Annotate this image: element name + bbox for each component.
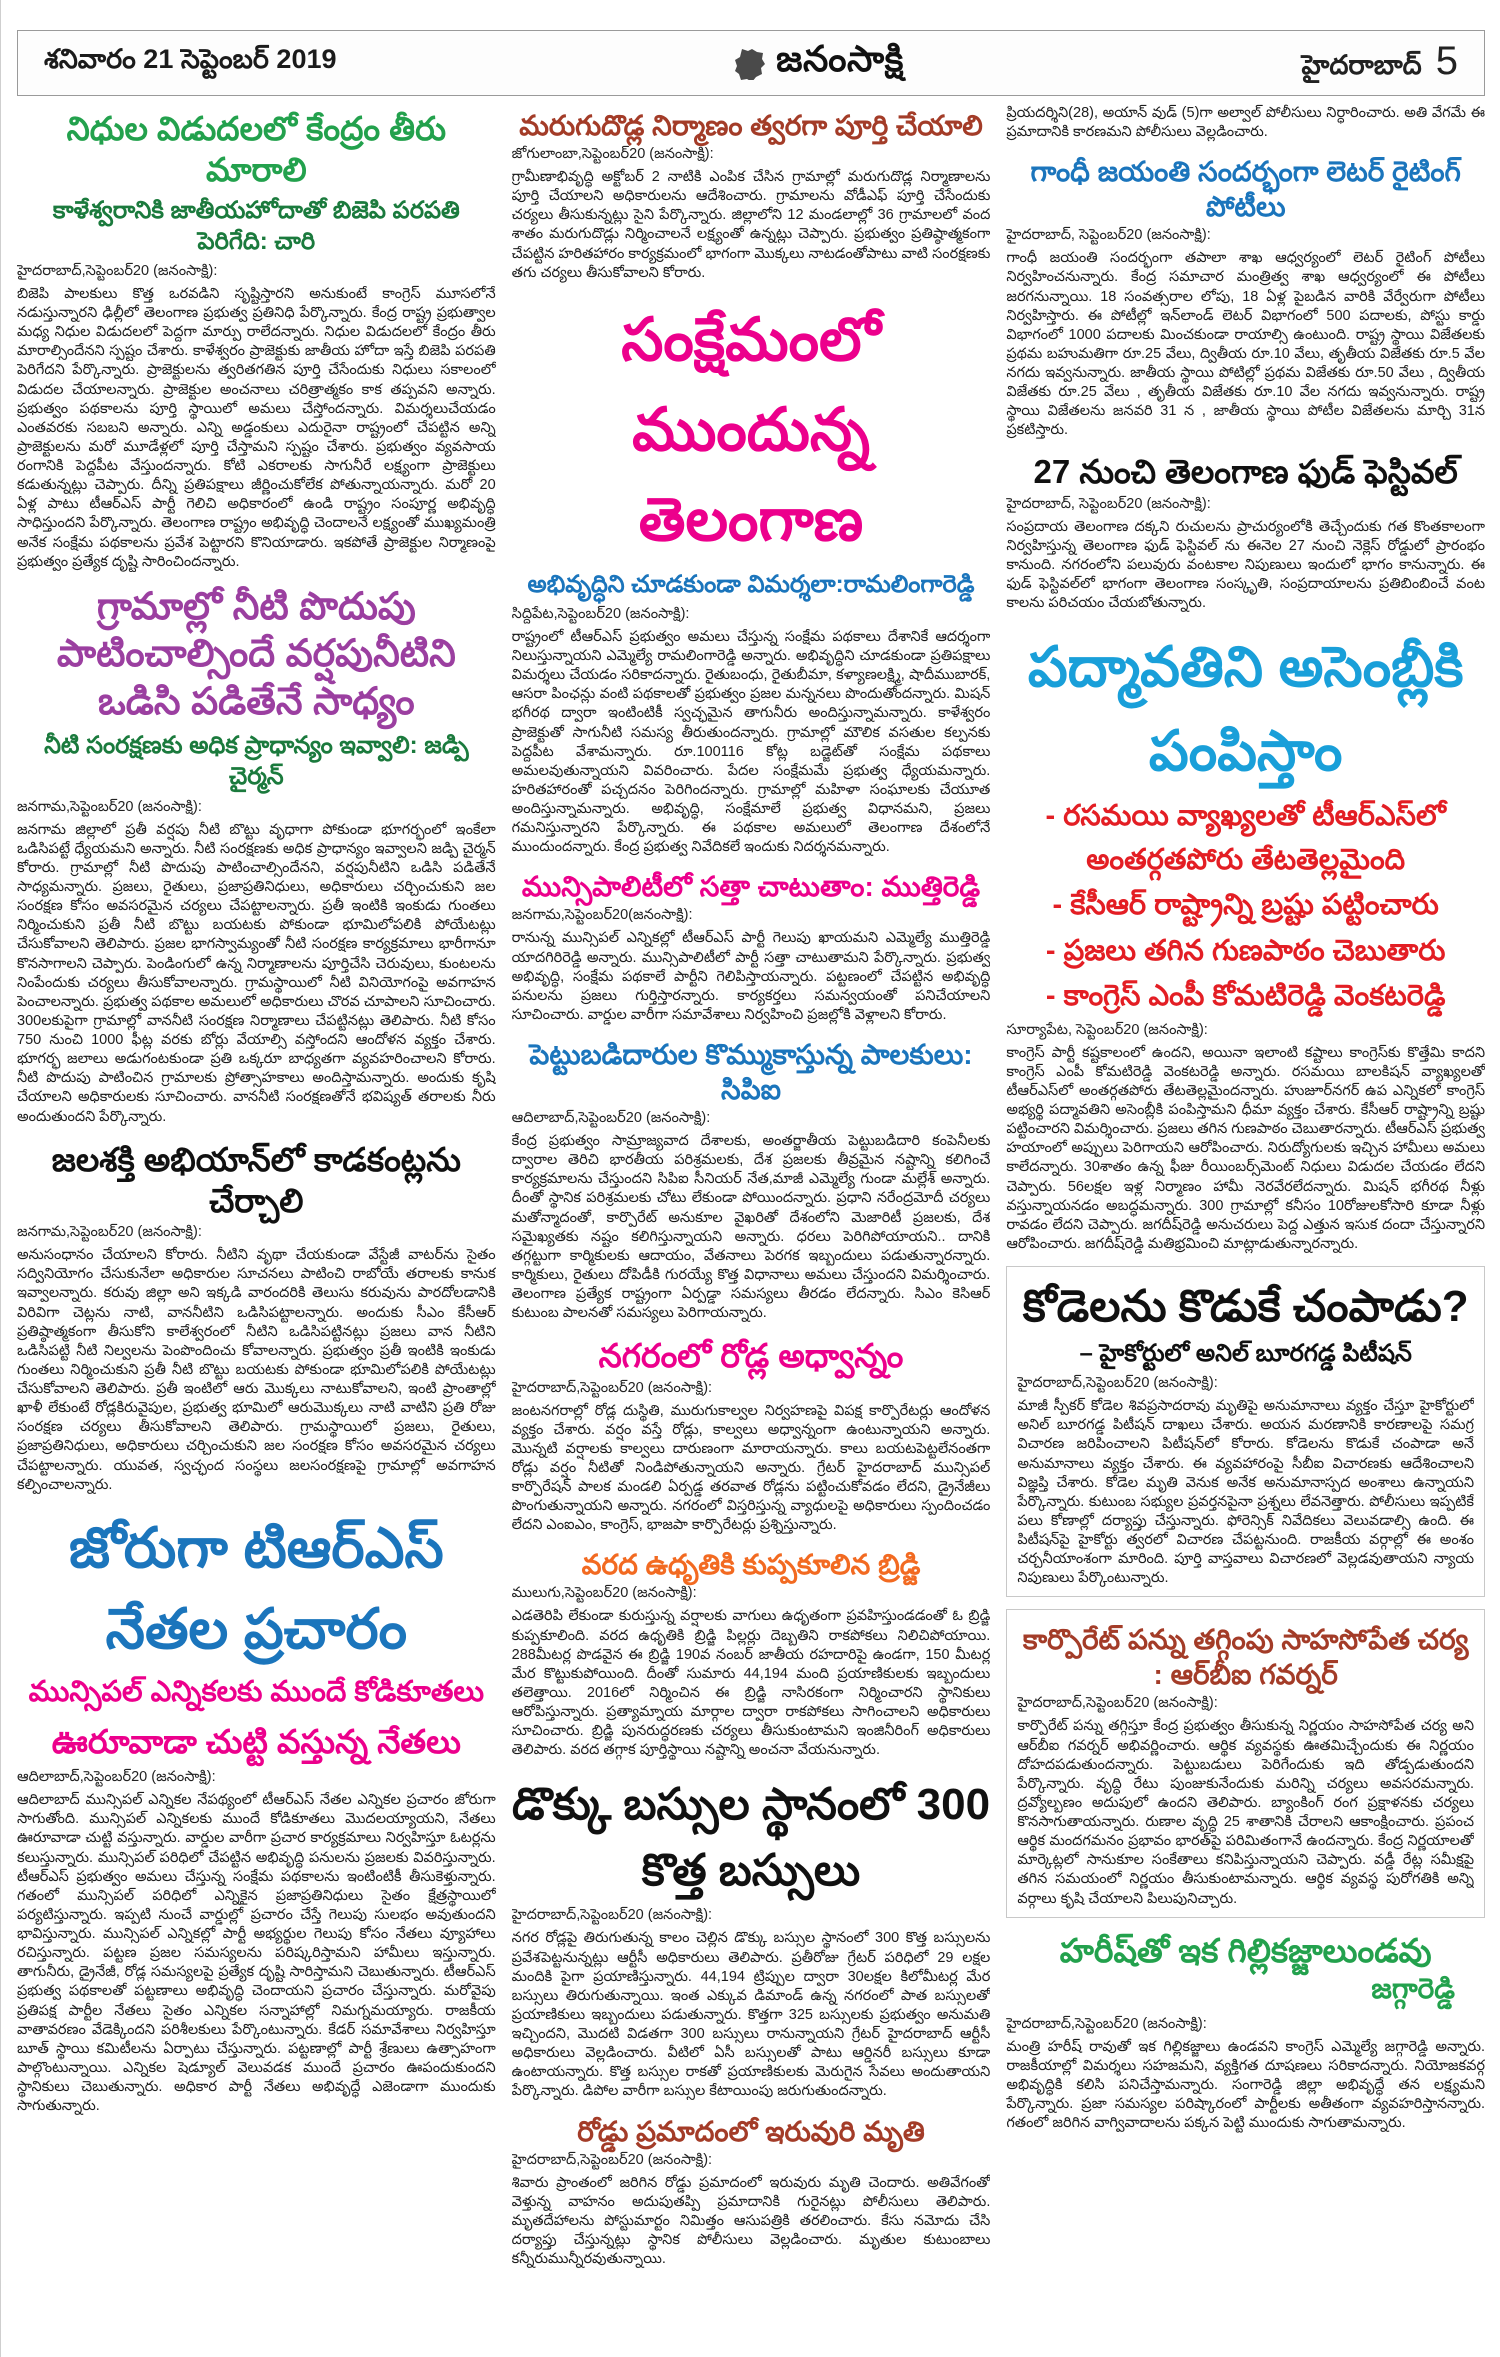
article-headline: నిధుల విడుదలలో కేంద్రం తీరు మారాలి: [66, 110, 447, 189]
article-body: కాంగ్రెస్ పార్టీ కష్టకాలంలో ఉందని, అయినా ఇలాంటి కష్టాలు కాంగ్రెస్‌కు కొత్తేమి కాదని కాంగ్రెస్ ఎంపీ కోమటిరెడ్డి వెంకటరెడ్డి అన్నారు. రసమయి బాలకిషన్ వ్యాఖ్యలతో టీఆర్ఎస్‌లో అంతర్గతపోరు తేటతెల్లమైందన్నారు. హుజూర్‌నగర్ ఉప ఎన్నికలో కాంగ్రెస్ అభ్యర్థి పద్మావతిని అసెంబ్లీకి పంపిస్తామని ధీమా వ్యక్తం చేశారు. కేసీఆర్ రాష్ట్రాన్ని బ్రష్టు పట్టించారని విమర్శించారు. ప్రజలు తగిన గుణపాఠం చెబుతారన్నారు. టీఆర్ఎస్ ప్రభుత్వ హయాంలో అప్పులు పెరిగాయని ఆరోపించారు. నిరుద్యోగులకు ఇచ్చిన హామీలు అమలు కాలేదన్నారు. 30శాతం ఉన్న ఫీజు రీయింబర్స్‌మెంట్ నిధులు విడుదల చేయడం లేదని చెప్పారు. 56లక్షల ఇళ్ల నిర్మాణం హామీ నెరవేరలేదన్నారు. మిషన్ భగీరథ నీళ్లు వస్తున్నాయనడం అబద్ధమన్నారు. 300 గ్రామాల్లో కనీసం 10రోజులకోసారి కూడా నీళ్లు రావడం లేదని చెప్పారు. జగదీష్‌రెడ్డి అనుచరులు పెద్ద ఎత్తున ఇసుక దందా చేస్తున్నారని ఆరోపించారు. జగదీష్‌రెడ్డి మతిభ్రమించి మాట్లాడుతున్నారన్నారు.: [1006, 1044, 1486, 1252]
article-body: ఎడతెరిపి లేకుండా కురుస్తున్న వర్షాలకు వాగులు ఉధృతంగా ప్రవహిస్తుండడంతో ఓ బ్రిడ్జి కుప్పకూలింది. వరద ఉధృతికి బ్రిడ్జి పిల్లర్లు దెబ్బతిని రాకపోకలు నిలిచిపోయాయి. 288మీటర్ల పొడవైన ఈ బ్రిడ్జి 190వ నంబర్ జాతీయ రహదారిపై ఉండగా, 150 మీటర్ల మేర కొట్టుకుపోయింది. దీంతో సుమారు 44,194 మంది ప్రయాణికులకు ఇబ్బందులు తలెత్తాయి. 2016లో నిర్మించిన ఈ బ్రిడ్జి నాసిరకంగా నిర్మించారని స్థానికులు ఆరోపిస్తున్నారు. ప్రత్యామ్నాయ మార్గాల ద్వారా రాకపోకలు సాగించాలని అధికారులు సూచించారు. బ్రిడ్జి పునరుద్ధరణకు చర్యలు తీసుకుంటామని ఇంజినీరింగ్ అధికారులు తెలిపారు. వరద తగ్గాక పూర్తిస్థాయి నష్టాన్ని అంచనా వేయనున్నారు.: [511, 1608, 991, 1759]
article-dateline: ఆదిలాబాద్,సెప్టెంబర్20 (జనంసాక్షి):: [511, 1110, 711, 1127]
article-subhead: నీటి సంరక్షణకు అధిక ప్రాధాన్యం ఇవ్వాలి: జడ్పి చైర్మన్: [44, 732, 469, 791]
article-headline: వరద ఉధృతికి కుప్పకూలిన బ్రిడ్జి: [581, 1549, 921, 1581]
article-harish-jaggareddy: [1006, 1930, 1485, 2134]
article-body: నగర రోడ్లపై తిరుగుతున్న కాలం చెల్లిన డొక్కు బస్సుల స్థానంలో 300 కొత్త బస్సులను ప్రవేశపెట్టనున్నట్లు ఆర్టీసీ అధికారులు తెలిపారు. ప్రతీరోజు గ్రేటర్ పరిధిలో 29 లక్షల మందికి పైగా ప్రయాణిస్తున్నారు. 44,194 ట్రిప్పుల ద్వారా 30లక్షల కిలోమీటర్ల మేర బస్సులు తిరుగుతున్నాయి. ఇంత ఎక్కువ డిమాండ్ ఉన్న నగరంలో పాత బస్సులతో ప్రయాణికులు ఇబ్బందులు పడుతున్నారు. కొత్తగా 325 బస్సులకు ప్రభుత్వం అనుమతి ఇచ్చిందని, మొదటి విడతగా 300 బస్సులు రానున్నాయని గ్రేటర్ హైదరాబాద్ ఆర్టీసీ అధికారులు వెల్లడించారు. వీటిలో ఏసీ బస్సులతో పాటు ఆర్డినరీ బస్సులు కూడా ఉంటాయన్నారు. కొత్త బస్సుల రాకతో ప్రయాణికులకు మెరుగైన సేవలు అందుతాయని పేర్కొన్నారు. డిపోల వారీగా బస్సుల కేటాయింపు జరుగుతుందన్నారు.: [511, 1930, 991, 2100]
article-corporate-tax: [1006, 1609, 1485, 1917]
article-kicker: ఊరూవాడా చుట్టి వస్తున్న నేతలు: [51, 1722, 461, 1760]
article-subhead: కాళేశ్వరానికి జాతీయహోదాతో బిజెపి పరపతి పెరిగేది: చారి: [52, 196, 460, 255]
article-body: మాజీ స్పీకర్ కోడెల శివప్రసాదరావు మృతిపై అనుమానాలు వ్యక్తం చేస్తూ హైకోర్టులో అనిల్ బూరగడ్డ పిటీషన్ దాఖలు చేశారు. అయన మరణానికి కారణాలపై సమగ్ర విచారణ జరిపించాలని పిటీషన్‌లో కోరారు. కోడెలను కొడుకే చంపాడా అనే అనుమానాలు వ్యక్తం చేశారు. ఈ వ్యవహారంపై సీబీఐ విచారణకు ఆదేశించాలని విజ్ఞప్తి చేశారు. కోడెల మృతి వెనుక అనేక అనుమానాస్పద అంశాలు ఉన్నాయని పేర్కొన్నారు. కుటుంబ సభ్యుల ప్రవర్తనపైనా ప్రశ్నలు లేవనెత్తారు. పోలీసులు ఇప్పటికే పలు కోణాల్లో దర్యాప్తు చేస్తున్నారు. ఫోరెన్సిక్ నివేదికలు వెలువడాల్సి ఉంది. ఈ పిటీషన్‌పై హైకోర్టు త్వరలో విచారణ చేపట్టనుంది. రాజకీయ వర్గాల్లో ఈ అంశం చర్చనీయాంశంగా మారింది. పూర్తి వాస్తవాలు విచారణలో వెల్లడవుతాయని న్యాయ నిపుణులు పేర్కొంటున్నారు.: [1017, 1398, 1475, 1587]
article-headline: జోరుగా టిఆర్‌ఎస్ నేతల ప్రచారం: [68, 1515, 444, 1660]
masthead: [734, 38, 904, 89]
article-headline: గాంధీ జయంతి సందర్భంగా లెటర్ రైటింగ్ పోటీలు: [1030, 156, 1461, 223]
article-dateline: జనగామ,సెప్టెంబర్20 (జనంసాక్షి):: [17, 798, 202, 815]
article-dateline: హైదరాబాద్,సెప్టెంబర్20 (జనంసాక్షి):: [17, 262, 218, 279]
article-body: జంటనగరాల్లో రోడ్ల దుస్థితి, మురుగుకాల్వల నిర్వహణపై విపక్ష కార్పొరేటర్లు ఆందోళన వ్యక్తం చేశారు. వర్షం వస్తే రోడ్లు, కాల్వలు అధ్వాన్నంగా ఉంటున్నాయని అన్నారు. మొన్నటి వర్షాలకు కాల్వలు దారుణంగా మారాయన్నారు. కాలు బయటపెట్టలేనంతగా రోడ్లు వర్షం నీటితో నిండిపోతున్నాయని అన్నారు. గ్రేటర్ హైదరాబాద్ మున్సిపల్ కార్పొరేషన్ పాలక మండలి ఏర్పడ్డ తరవాత రోడ్లను పట్టించుకోవడం లేదని, డ్రైనేజీలు పొంగుతున్నాయని అన్నారు. నగరంలో విస్తరిస్తున్న వ్యాధులపై అధికారులు స్పందించడం లేదని ఎంఐఎం, కాంగ్రెస్, భాజపా కార్పొరేటర్లు ప్రశ్నిస్తున్నారు.: [511, 1402, 991, 1534]
column-middle: [512, 104, 991, 2340]
page-number: 5: [1435, 38, 1458, 83]
article-headline: గ్రామాల్లో నీటి పొదుపు పాటించాల్సిందే వర్షపునీటిని ఒడిసి పడితేనే సాధ్యం: [56, 585, 456, 723]
article-headline: మున్సిపాలిటీలో సత్తా చాటుతాం: ముత్తిరెడ్డి: [521, 871, 981, 903]
article-headline: మరుగుదొడ్ల నిర్మాణం త్వరగా పూర్తి చేయాలి: [519, 110, 983, 141]
article-water-saving: [17, 584, 496, 1127]
article-body: బిజెపి పాలకులు కొత్త ఒరవడిని సృష్టిస్తారని అనుకుంటే కాంగ్రెస్ మూసలోనే నడుస్తున్నారని ఢిల్లీలో తెలంగాణ ప్రభుత్వ ప్రతినిధి పేర్కొన్నారు. కేంద్ర రాష్ట్ర ప్రభుత్వాల మధ్య నిధుల విడుదలలో పెద్దగా మార్పు రాలేదన్నారు. నిధుల విడుదలలో కేంద్రం తీరు మారాల్సిందేనని స్పష్టం చేశారు. కాళేశ్వరం ప్రాజెక్టుకు జాతీయ హోదా ఇస్తే బిజెపి పరపతి పెరిగేదని పేర్కొన్నారు. ప్రాజెక్టులను త్వరితగతిన పూర్తి చేసేందుకు నిధులు సకాలంలో విడుదల చేయాలన్నారు. ప్రాజెక్టుల అంచనాలు చరిత్రాత్మకం కాక తప్పవని అన్నారు. ప్రభుత్వం పథకాలను పూర్తి స్థాయిలో అమలు చేస్తోందన్నారు. విమర్శలుచేయడం ఎంతవరకు సబబని అన్నారు. ఎన్ని అడ్డంకులు ఎదురైనా రాష్ట్రంలో చేపట్టిన అన్ని ప్రాజెక్టులను మరో మూడేళ్లలో పూర్తి చేస్తామని స్పష్టం చేశారు. ప్రభుత్వం వ్యవసాయ రంగానికి పెద్దపీట వేస్తుందన్నారు. కోటి ఎకరాలకు సాగునీరే లక్ష్యంగా ప్రాజెక్టులు కడుతున్నట్లు చెప్పారు. దీన్ని ప్రతిపక్షాలు జీర్ణించుకోలేక పోతున్నాయన్నారు. మరో 20 ఏళ్ల పాటు టీఆర్ఎస్ పార్టీ గెలిచి అధికారంలో ఉండి రాష్ట్రం సంపూర్ణ అభివృద్ధి సాధిస్తుందని పేర్కొన్నారు. తెలంగాణ రాష్ట్రం అభివృద్ధి చెందాలనే లక్ష్యంతో ముఖ్యమంత్రి అనేక సంక్షేమ పథకాలను ప్రవేశ పెట్టారని కొనియాడారు. ఇకపోతే ప్రాజెక్టుల నిర్మాణంపై ప్రభుత్వం ప్రత్యేక దృష్టి సారించిందన్నారు.: [17, 285, 496, 570]
article-headline: కోడెలను కొడుకే చంపాడు?: [1022, 1282, 1469, 1331]
article-byline: జగ్గారెడ్డి: [1371, 1972, 1456, 2004]
article-subhead: – హైకోర్టులో అనిల్ బూరగడ్డ పిటీషన్: [1079, 1340, 1412, 1367]
article-padmavati-assembly: [1006, 625, 1485, 1254]
article-road-accident: [512, 2114, 991, 2270]
article-body: రానున్న మున్సిపల్ ఎన్నికల్లో టీఆర్ఎస్ పార్టీ గెలుపు ఖాయమని ఎమ్మెల్యే ముత్తిరెడ్డి యాదగిరిరెడ్డి అన్నారు. మున్సిపాలిటీలో పార్టీ సత్తా చాటుతామని పేర్కొన్నారు. ప్రభుత్వ అభివృద్ధి, సంక్షేమ పథకాలే పార్టీని గెలిపిస్తాయన్నారు. పట్టణంలో చేపట్టిన అభివృద్ధి పనులను ప్రజలు గుర్తిస్తారన్నారు. కార్యకర్తలు సమన్వయంతో పనిచేయాలని సూచించారు. వార్డుల వారీగా సమావేశాలు నిర్వహించి ప్రజల్లోకి వెళ్లాలని కోరారు.: [511, 930, 991, 1023]
article-headline: జలశక్తి అభియాన్‌లో కాడకంట్లను చేర్చాలి: [51, 1140, 461, 1219]
article-bridge-collapse: [512, 1547, 991, 1760]
article-body: సంప్రదాయ తెలంగాణ దక్కని రుచులను ప్రాచుర్యంలోకి తెచ్చేందుకు గత కొంతకాలంగా నిర్వహిస్తున్న తెలంగాణ ఫుడ్ ఫెస్టివల్ ను ఈనెల 27 నుంచి నెక్లెస్ రోడ్డులో ప్రారంభం కానుంది. నగరంలోని పలువురు వంటకాల నిపుణులు ఇందులో భాగం కానున్నారు. ఈ ఫుడ్ ఫెస్టివల్‌లో భాగంగా తెలంగాణ సంస్కృతి, సంప్రదాయాలను ప్రతిబింబించే వంట కాలను పరిచయం చేయబోతున్నారు.: [1006, 518, 1486, 611]
article-headline: 27 నుంచి తెలంగాణ ఫుడ్ ఫెస్టివల్: [1033, 453, 1458, 491]
article-dateline: సిద్దిపేట,సెప్టెంబర్20 (జనంసాక్షి):: [511, 605, 690, 622]
city-page: [1301, 39, 1458, 88]
article-dateline: హైదరాబాద్,సెప్టెంబర్20 (జనంసాక్షి):: [511, 1907, 713, 1924]
article-dateline: హైదరాబాద్,సెప్టెంబర్20 (జనంసాక్షి):: [1017, 1375, 1218, 1392]
article-headline: కార్పొరేట్ పన్ను తగ్గింపు సాహసోపేత చర్య : ఆర్‌బీఐ గవర్నర్: [1022, 1624, 1469, 1691]
article-letter-writing: [1006, 154, 1485, 439]
column-left: [17, 104, 496, 2340]
article-kicker: మున్సిపల్ ఎన్నికలకు ముందే కోడికూతలు: [28, 1676, 484, 1709]
issue-date: శనివారం 21 సెప్టెంబర్ 2019: [44, 44, 337, 74]
article-welfare-telangana: [512, 295, 991, 858]
article-dateline: హైదరాబాద్,సెప్టెంబర్20 (జనంసాక్షి):: [1006, 2015, 1207, 2032]
article-body: శివారు ప్రాంతంలో జరిగిన రోడ్డు ప్రమాదంలో ఇరువురు మృతి చెందారు. అతివేగంతో వెళ్తున్న వాహనం అదుపుతప్పి ప్రమాదానికి గురైనట్లు పోలీసులు తెలిపారు. మృతదేహాలను పోస్టుమార్టం నిమిత్తం ఆసుపత్రికి తరలించారు. కేసు నమోదు చేసి దర్యాప్తు చేస్తున్నట్లు స్థానిక పోలీసులు వెల్లడించారు. మృతుల కుటుంబాలు కన్నీరుమున్నీరవుతున్నాయి.: [511, 2174, 991, 2268]
article-kicker: - కాంగ్రెస్ ఎంపీ కోమటిరెడ్డి వెంకటరెడ్డి: [1045, 980, 1446, 1013]
article-body: మంత్రి హరీష్ రావుతో ఇక గిల్లికజ్జాలు ఉండవని కాంగ్రెస్ ఎమ్మెల్యే జగ్గారెడ్డి అన్నారు. రాజకీయాల్లో విమర్శలు సహజమని, వ్యక్తిగత దూషణలు సరికాదన్నారు. నియోజకవర్గ అభివృద్ధికి కలిసి పనిచేస్తామన్నారు. సంగారెడ్డి జిల్లా అభివృద్ధే తన లక్ష్యమని పేర్కొన్నారు. ప్రజా సమస్యల పరిష్కారంలో పార్టీలకు అతీతంగా వ్యవహరిస్తానన్నారు. గతంలో జరిగిన వాగ్వివాదాలను పక్కన పెట్టి ముందుకు సాగుతామన్నారు.: [1006, 2038, 1486, 2132]
article-kodela-petition: [1006, 1266, 1485, 1597]
article-dateline: హైదరాబాద్,సెప్టెంబర్20 (జనంసాక్షి):: [1017, 1695, 1218, 1712]
article-body: జనగామ జిల్లాలో ప్రతీ వర్షపు నీటి బొట్టు వృధాగా పోకుండా భూగర్భంలో ఇంకేలా ఒడిసిపట్టే ధ్యేయమని అన్నారు. నీటి సంరక్షణకు అధిక ప్రాధాన్యం ఇవ్వాలని జడ్పి చైర్మన్ కోరారు. గ్రామాల్లో నీటి పొదుపు పాటించాల్సిందేనని, వర్షపునీటిని ఒడిసి పడితేనే సాధ్యమన్నారు. ప్రజలు, రైతులు, ప్రజాప్రతినిధులు, అధికారులు చర్చించుకుని జల సంరక్షణ కోసం అవసరమైన చర్యలు చేపట్టాలన్నారు. ప్రతీ ఇంటికి ఇంకుడు గుంతలు నిర్మించుకుని ప్రతీ నీటి బొట్టు బయటకు పోకుండా భూమిలోపలికి పోయేటట్లు చేసుకోవాలని తెలిపారు. ప్రజల భాగస్వామ్యంతో నీటి సంరక్షణ కార్యక్రమాలు భారీగానూ కొనసాగాలని చెప్పారు. పెండింగులో ఉన్న నిర్మాణాలను పూర్తిచేసి చెరువులు, కుంటలను నింపేందుకు చర్యలు తీసుకోవాలన్నారు. గ్రామస్థాయిలో నీటి వినియోగంపై అవగాహన పెంచాలన్నారు. ప్రభుత్వ పథకాల అమలులో అధికారులు చొరవ చూపాలని సూచించారు. 300లకుపైగా గ్రామాల్లో వాననీటి సంరక్షణ నిర్మాణాలు చేపట్టినట్లు తెలిపారు. నీటి కోసం 750 నుంచి 1000 ఫీట్ల వరకు బోర్లు వేయాల్సి వస్తోందని ఆందోళన వ్యక్తం చేశారు. భూగర్భ జలాలు అడుగంటకుండా ప్రతి ఒక్కరూ బాధ్యతగా వ్యవహరించాలని కోరారు. నీటి పొదుపు పాటించిన గ్రామాలకు ప్రోత్సాహకాలు అందిస్తామన్నారు. అందుకు కృషి చేయాలని అధికారులకు సూచించారు. వాననీటి సంరక్షణతోనే భవిష్యత్ తరాలకు నీరు అందుతుందని పేర్కొన్నారు.: [17, 821, 496, 1125]
article-food-festival: [1006, 451, 1485, 613]
article-kicker: - ప్రజలు తగిన గుణపాఠం చెబుతారు: [1045, 934, 1446, 967]
article-body: కార్పొరేట్ పన్ను తగ్గిస్తూ కేంద్ర ప్రభుత్వం తీసుకున్న నిర్ణయం సాహసోపేత చర్య అని ఆర్‌బీఐ గవర్నర్ అభివర్ణించారు. ఆర్థిక వ్యవస్థకు ఊతమిచ్చేందుకు ఈ నిర్ణయం దోహదపడుతుందన్నారు. పెట్టుబడులు పెరిగేందుకు ఇది తోడ్పడుతుందని పేర్కొన్నారు. వృద్ధి రేటు పుంజుకునేందుకు మరిన్ని చర్యలు అవసరమన్నారు. ద్రవ్యోల్బణం అదుపులో ఉందని తెలిపారు. బ్యాంకింగ్ రంగ ప్రక్షాళనకు చర్యలు కొనసాగుతాయన్నారు. రుణాల వృద్ధి 25 శాతానికి చేరాలని ఆకాంక్షించారు. ప్రపంచ ఆర్థిక మందగమనం ప్రభావం భారత్‌పై పరిమితంగానే ఉందన్నారు. కేంద్ర నిర్ణయాలతో మార్కెట్లలో సానుకూల సంకేతాలు కనిపిస్తున్నాయని చెప్పారు. వడ్డీ రేట్ల సమీక్షపై తగిన సమయంలో నిర్ణయం తీసుకుంటామన్నారు. ఆర్థిక వ్యవస్థ పురోగతికి అన్ని వర్గాలు కృషి చేయాలని పిలుపునిచ్చారు.: [1017, 1718, 1475, 1907]
article-toilets: [512, 108, 991, 283]
article-dateline: హైదరాబాద్,సెప్టెంబర్20 (జనంసాక్షి):: [511, 1379, 713, 1396]
telangana-map-icon: [734, 46, 768, 80]
article-headline: సంక్షేమంలో ముందున్న తెలంగాణ: [621, 305, 881, 553]
article-headline: పద్మావతిని అసెంబ్లీకి పంపిస్తాం: [1027, 635, 1464, 783]
article-subhead: అభివృద్ధిని చూడకుండా విమర్శలా:రామలింగారెడ్డి: [527, 570, 975, 598]
article-body: ప్రియదర్శిని(28), అయాన్ వుడ్ (5)గా అల్వాల్ పోలీసులు నిర్ధారించారు. అతి వేగమే ఈ ప్రమాదానికి కారణమని పోలీసులు వెల్లడించారు.: [1006, 105, 1486, 141]
article-new-buses: [512, 1772, 991, 2101]
article-dateline: జనగామ,సెప్టెంబర్20 (జనంసాక్షి):: [17, 1224, 202, 1241]
article-kicker: - కేసీఆర్ రాష్ట్రాన్ని బ్రష్టు పట్టించారు: [1052, 889, 1439, 922]
article-headline: రోడ్డు ప్రమాదంలో ఇరువురి మృతి: [577, 2115, 925, 2147]
article-dateline: జోగులాంబా,సెప్టెంబర్20 (జనంసాక్షి):: [511, 146, 714, 162]
article-body: కేంద్ర ప్రభుత్వం సామ్రాజ్యవాద దేశాలకు, అంతర్జాతీయ పెట్టుబడిదారి కంపెనీలకు ద్వారాల తెరిచి భారతీయ పరిశ్రమలకు, దేశ ప్రజలకు తీవ్రమైన నష్టాన్ని కలిగించే కార్యక్రమాలను చేస్తుందని సిపిఐ సీనియర్ నేత,మాజీ ఎమ్మెల్యే గుండా మల్లేశ్ అన్నారు. దీంతో స్థానిక పరిశ్రమలకు చోటు లేకుండా పోయిందన్నారు. ప్రధాని నరేంద్రమోదీ చర్యలు మతోన్మాదంతో, కార్పొరేట్ అనుకూల వైఖరితో దేశంలోని మెజారిటీ ప్రజలకు, దేశ సమైఖ్యతకు నష్టం కలిగిస్తున్నాయని అన్నారు. ధరలు పెరిగిపోయాయని.. దానికి తగ్గట్టుగా కార్మికులకు ఆదాయం, వేతనాలు పెరగక ఇబ్బందులు పడుతున్నారన్నారు. కార్మికులు, రైతులు దోపిడీకి గురయ్యే కొత్త విధానాలు అమలు చేస్తుందని విమర్శించారు. తెలంగాణ ప్రత్యేక రాష్ట్రంగా ఏర్పడ్డా సమస్యలు తీరడం లేదన్నారు. సిఎం కెసిఆర్ కుటుంబ పాలనతో సమస్యలు పెరిగాయన్నారు.: [511, 1133, 991, 1322]
article-body: ఆదిలాబాద్ మున్సిపల్ ఎన్నికల నేపథ్యంలో టీఆర్ఎస్ నేతల ఎన్నికల ప్రచారం జోరుగా సాగుతోంది. మున్సిపల్ ఎన్నికలకు ముందే కోడికూతలు మొదలయ్యాయని, నేతలు ఊరూవాడా చుట్టి వస్తున్నారు. వార్డుల వారీగా ప్రచార కార్యక్రమాలు నిర్వహిస్తూ ఓటర్లను కలుస్తున్నారు. మున్సిపల్ పరిధిలో చేపట్టిన అభివృద్ధి పనులను ప్రజలకు వివరిస్తున్నారు. టీఆర్ఎస్ ప్రభుత్వం అమలు చేస్తున్న సంక్షేమ పథకాలను ఇంటింటికీ తీసుకెళ్తున్నారు. గతంలో మున్సిపల్ పరిధిలో ఎన్నికైన ప్రజాప్రతినిధులు సైతం క్షేత్రస్థాయిలో పర్యటిస్తున్నారు. ఇప్పటి నుంచే వార్డుల్లో ప్రచారం చేస్తే గెలుపు సులభం అవుతుందని భావిస్తున్నారు. మున్సిపల్ ఎన్నికల్లో పార్టీ అభ్యర్థుల గెలుపు కోసం నేతలు వ్యూహాలు రచిస్తున్నారు. పట్టణ ప్రజల సమస్యలను పరిష్కరిస్తామని హామీలు ఇస్తున్నారు. తాగునీరు, డ్రైనేజీ, రోడ్ల సమస్యలపై ప్రత్యేక దృష్టి సారిస్తామని చెబుతున్నారు. టీఆర్ఎస్ ప్రభుత్వ పథకాలతో పట్టణాలు అభివృద్ధి చెందాయని ప్రచారం చేస్తున్నారు. మరోవైపు ప్రతిపక్ష పార్టీల నేతలు సైతం ఎన్నికల సన్నాహాల్లో నిమగ్నమయ్యారు. రాజకీయ వాతావరణం వేడెక్కిందని పరిశీలకులు పేర్కొంటున్నారు. కేడర్ సమావేశాలు నిర్వహిస్తూ బూత్ స్థాయి కమిటీలను ఏర్పాటు చేస్తున్నారు. పట్టణాల్లో పార్టీ శ్రేణులు ఉత్సాహంగా పాల్గొంటున్నాయి. ఎన్నికల షెడ్యూల్ వెలువడక ముందే ప్రచారం ఊపందుకుందని స్థానికులు చెబుతున్నారు. అధికార పార్టీ నేతలు అభివృద్ధే ఎజెండాగా ముందుకు సాగుతున్నారు.: [17, 1792, 496, 2115]
article-continuation: [1006, 104, 1485, 142]
article-municipality-muttireddy: [512, 869, 991, 1025]
content-columns: [1, 100, 1500, 2340]
article-jalshakti: [17, 1139, 496, 1495]
article-funds-release: [17, 108, 496, 572]
article-body: గ్రామీణాభివృద్ధి అక్టోబర్ 2 నాటికి ఎంపిక చేసిన గ్రామాల్లో మరుగుదొడ్ల నిర్మాణాలను పూర్తి చేయాలని అధికారులను ఆదేశించారు. గ్రామాలను వోడీఎఫ్ పూర్తి చేసేందుకు చర్యలు తీసుకున్నట్లు సైని పేర్కొన్నారు. జిల్లాలోని 12 మండలాల్లో 36 గ్రామాలలో వంద శాతం మరుగుదొడ్లు నిర్మించాలనే లక్ష్యంతో ఉన్నట్లు చెప్పారు. ప్రభుత్వం ప్రతిష్ఠాత్మకంగా చేపట్టిన హరితహారం కార్యక్రమంలో భాగంగా మొక్కలు నాటడంతోపాటు వాటి సంరక్షణకు తగు చర్యలు తీసుకోవాలని కోరారు.: [511, 169, 991, 281]
article-trs-campaign: [17, 1507, 496, 2117]
article-headline: పెట్టుబడిదారుల కొమ్ముకాస్తున్న పాలకులు: సిపిఐ: [529, 1039, 973, 1106]
article-headline: డొక్కు బస్సుల స్థానంలో 300 కొత్త బస్సులు: [511, 1780, 991, 1896]
masthead-title: జనంసాక్షి: [776, 37, 904, 79]
article-body: అనుసంధానం చేయాలని కోరారు. నీటిని వృథా చేయకుండా వేస్టేజీ వాటర్‌ను సైతం సద్వినియోగం చేసుకునేలా అధికారుల సూచనలు పాటించి రాబోయే తరాలకు కానుక ఇవ్వాలన్నారు. కరువు జిల్లా అని ఇక్కడి వారందరికి తెలుసు కరువును పారదోలడానికి విరివిగా చెట్లను నాటి, వాననీటిని ఒడిసిపట్టాలన్నారు. అందుకు సీఎం కేసీఆర్ ప్రతిష్ఠాత్మకంగా తీసుకోని కాలేశ్వరంలో నీటిని ఒడిసిపట్టినట్లు ప్రజలు వాన నీటిని ఒడిసిపట్టి నీటి నిల్వలను పెంపొందించు కోవాలన్నారు. ప్రభుత్వం ప్రతీ ఇంటికి ఇంకుడు గుంతలు నిర్మించుకుని ప్రతీ నీటి బొట్టు బయటకు పోకుండా భూమిలోపలికి పోయేటట్లు చేసుకోవాలని తెలిపారు. ప్రతీ ఇంటిలో ఆరు మొక్కలు నాటుకోవాలని, ఇంటి ప్రాంతాల్లో ఖాళీ లేకుంటే రోడ్లకిరువైపుల, ప్రభుత్వ భూమిలో ఆరుమొక్కలు నాటి వాటిని ప్రతి రోజు సంరక్షణ చర్యలు తీసుకోవాలని తెలిపారు. గ్రామస్థాయిలో ప్రజలు, రైతులు, ప్రజాప్రతినిధులు, అధికారులు చర్చించుకుని జల సంరక్షణ కోసం అవసరమైన చర్యలు చేపట్టాలన్నారు. యువత, స్వచ్ఛంద సంస్థలు జలసంరక్షణపై గ్రామాల్లో అవగాహన కల్పించాలన్నారు.: [17, 1247, 496, 1493]
article-dateline: ఆదిలాబాద్,సెప్టెంబర్20 (జనంసాక్షి):: [17, 1769, 216, 1786]
article-headline: నగరంలో రోడ్ల అధ్వాన్నం: [598, 1337, 904, 1375]
article-dateline: హైదరాబాద్,సెప్టెంబర్20 (జనంసాక్షి):: [511, 2151, 713, 2168]
masthead-band: [17, 30, 1485, 96]
article-dateline: జనగామ,సెప్టెంబర్20(జనంసాక్షి):: [511, 907, 693, 924]
article-city-roads: [512, 1335, 991, 1535]
article-body: రాష్ట్రంలో టీఆర్ఎస్ ప్రభుత్వం అమలు చేస్తున్న సంక్షేమ పథకాలు దేశానికే ఆదర్శంగా నిలుస్తున్నాయని ఎమ్మెల్యే రామలింగారెడ్డి అన్నారు. అభివృద్ధిని చూడకుండా ప్రతిపక్షాలు విమర్శలు చేయడం సరికాదన్నారు. రైతుబంధు, రైతుబీమా, కళ్యాణలక్ష్మి, షాదీముబారక్, ఆసరా పింఛన్లు వంటి పథకాలతో ప్రభుత్వం ప్రజల మన్ననలు పొందుతోందన్నారు. మిషన్ భగీరథ ద్వారా ఇంటింటికీ స్వచ్ఛమైన తాగునీరు అందిస్తున్నామన్నారు. కాళేశ్వరం ప్రాజెక్టుతో సాగునీటి సమస్య తీరుతుందన్నారు. గ్రామాల్లో మౌలిక వసతుల కల్పనకు పెద్దపీట వేశామన్నారు. రూ.100116 కోట్ల బడ్జెట్‌తో సంక్షేమ పథకాలు అమలవుతున్నాయని వివరించారు. పేదల సంక్షేమమే ప్రభుత్వ ధ్యేయమన్నారు. హరితహారంతో పచ్చదనం పెరిగిందన్నారు. గ్రామాల్లో మహిళా సంఘాలకు చేయూత అందిస్తున్నామన్నారు. అభివృద్ధి, సంక్షేమాలే ప్రభుత్వ విధానమని, ప్రజలు గమనిస్తున్నారని పేర్కొన్నారు. ఈ పథకాల అమలులో తెలంగాణ దేశంలోనే ముందుందన్నారు. కేంద్ర ప్రభుత్వ నివేదికలే ఇందుకు నిదర్శనమన్నారు.: [511, 628, 991, 856]
article-dateline: హైదరాబాద్, సెప్టెంబర్20 (జనంసాక్షి):: [1006, 495, 1211, 512]
article-body: గాంధీ జయంతి సందర్భంగా తపాలా శాఖ ఆధ్వర్యంలో లెటర్ రైటింగ్ పోటీలు నిర్వహించనున్నారు. కేంద్ర సమాచార మంత్రిత్వ శాఖ ఆధ్వర్యంలో ఈ పోటీలు జరగనున్నాయి. 18 సంవత్సరాల లోపు, 18 ఏళ్ల పైబడిన వారికి వేర్వేరుగా పోటీలు నిర్వహిస్తారు. ఈ పోటీల్లో ఇన్‌లాండ్ లెటర్ విభాగంలో 500 పదాలకు, పోస్టు కార్డు విభాగంలో 1000 పదాలకు మించకుండా రాయాల్సి ఉంటుంది. రాష్ట్ర స్థాయి విజేతలకు ప్రథమ బహుమతిగా రూ.25 వేలు, ద్వితీయ రూ.10 వేలు, తృతీయ విజేతకు రూ.5 వేల నగదు ఇవ్వనున్నారు. జాతీయ స్థాయి పోటిల్లో ప్రథమ విజేతకు రూ.50 వేలు , ద్వితీయ విజేతకు రూ.25 వేలు , తృతీయ విజేతకు రూ.10 వేల నగదు ఇవ్వనున్నారు. రాష్ట్ర స్థాయి విజేతలను జనవరి 31 న , జాతీయ స్థాయి పోటీల విజేతలను మార్చి 31న ప్రకటిస్తారు.: [1006, 250, 1486, 439]
article-dateline: హైదరాబాద్, సెప్టెంబర్20 (జనంసాక్షి):: [1006, 227, 1211, 244]
article-cpi-rulers: [512, 1037, 991, 1323]
article-headline: హరీష్‌తో ఇక గిల్లికజ్జాలుండవు: [1059, 1931, 1432, 1969]
column-right: [1006, 104, 1485, 2340]
city-label: హైదరాబాద్: [1301, 49, 1422, 80]
article-dateline: సూర్యాపేట, సెప్టెంబర్20 (జనంసాక్షి):: [1006, 1021, 1208, 1038]
article-dateline: ములుగు,సెప్టెంబర్20 (జనంసాక్షి):: [511, 1585, 697, 1602]
article-kicker: - రసమయి వ్యాఖ్యలతో టీఆర్ఎస్‌లో అంతర్గతపోరు తేటతెల్లమైంది: [1045, 800, 1446, 876]
